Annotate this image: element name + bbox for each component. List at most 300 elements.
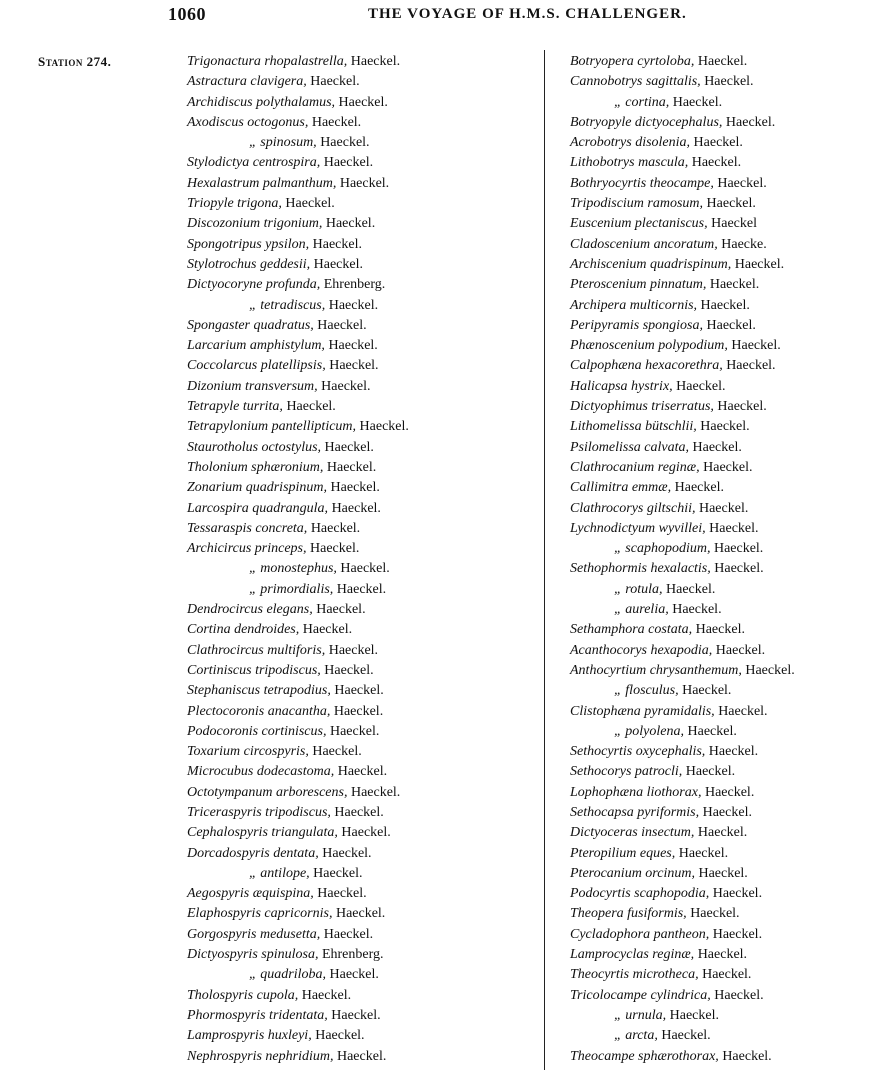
species-entry — [187, 519, 527, 539]
species-name: Hexalastrum palmanthum, — [187, 175, 337, 191]
species-entry — [570, 539, 870, 559]
species-author: Haeckel. — [321, 378, 371, 394]
species-name: „ cortina, — [614, 94, 670, 110]
species-name: Archipera multicornis, — [570, 297, 698, 313]
species-name: Trigonactura rhopalastrella, — [187, 54, 348, 69]
species-author: Haeckel. — [708, 744, 759, 760]
species-author: Haeckel. — [700, 297, 750, 313]
species-name: Archicircus princeps, — [187, 541, 307, 557]
species-name: Clathrocanium reginæ, — [570, 459, 700, 475]
species-entry — [570, 438, 870, 458]
species-name: „ polyolena, — [614, 723, 684, 739]
species-author: Haeckel. — [674, 480, 724, 496]
species-author: Haeckel. — [330, 480, 380, 496]
species-entry — [187, 1006, 527, 1026]
species-entry — [187, 275, 527, 295]
species-name: Lamprospyris huxleyi, — [187, 1028, 312, 1044]
species-entry — [570, 275, 870, 295]
species-entry — [570, 580, 870, 600]
species-entry — [187, 194, 527, 214]
species-entry — [570, 113, 870, 133]
species-name: Pteroscenium pinnatum, — [570, 277, 707, 293]
species-author: Ehrenberg. — [323, 277, 386, 293]
species-list-right — [570, 52, 870, 1067]
species-entry — [187, 681, 527, 701]
species-name: Larcospira quadrangula, — [187, 500, 329, 516]
species-entry — [187, 397, 527, 417]
species-name: Theocyrtis microtheca, — [570, 967, 699, 983]
species-entry — [570, 864, 870, 884]
species-name: Tripodiscium ramosum, — [570, 196, 704, 212]
species-name: Dictyocoryne profunda, — [187, 277, 321, 293]
species-entry — [570, 52, 870, 72]
species-entry — [187, 356, 527, 376]
species-name: Phænoscenium polypodium, — [570, 338, 728, 354]
species-name: Anthocyrtium chrysanthemum, — [570, 662, 742, 678]
species-name: Dendrocircus elegans, — [187, 602, 313, 618]
species-entry — [187, 986, 527, 1006]
species-entry — [187, 559, 527, 579]
species-author: Haeckel. — [712, 886, 763, 902]
species-name: Gorgospyris medusetta, — [187, 926, 321, 942]
species-entry — [570, 742, 870, 762]
species-name: Tricolocampe cylindrica, — [570, 987, 711, 1003]
species-entry — [570, 600, 870, 620]
species-author: Haeckel. — [317, 317, 367, 333]
species-name: Microcubus dodecastoma, — [187, 764, 335, 780]
species-name: Lithomelissa bütschlii, — [570, 419, 697, 435]
species-name: „ antilope, — [249, 865, 310, 881]
species-author: Haeckel. — [324, 662, 374, 678]
species-name: Theopera fusiformis, — [570, 906, 687, 922]
species-author: Haeckel. — [315, 1028, 365, 1044]
species-name: Lychnodictyum wyvillei, — [570, 520, 706, 536]
species-entry — [187, 1026, 527, 1046]
species-author: Haeckel. — [333, 703, 384, 719]
page-number: 1060 — [168, 4, 206, 24]
species-author: Haeckel. — [691, 155, 742, 171]
species-name: Sethamphora costata, — [570, 622, 693, 638]
species-entry — [570, 377, 870, 397]
species-entry — [570, 1006, 870, 1026]
species-name: Theocampe sphærothorax, — [570, 1048, 719, 1064]
species-entry — [570, 519, 870, 539]
species-entry — [187, 539, 527, 559]
species-author: Haeckel. — [697, 54, 748, 69]
species-author: Haeckel. — [334, 683, 384, 699]
species-list-left — [187, 52, 527, 1067]
species-name: Calpophæna hexacorethra, — [570, 358, 723, 374]
species-name: Tetrapyle turrita, — [187, 399, 283, 415]
species-name: Podocoronis cortiniscus, — [187, 723, 327, 739]
species-entry — [570, 316, 870, 336]
species-entry — [187, 478, 527, 498]
species-entry — [187, 844, 527, 864]
species-name: Acanthocorys hexapodia, — [570, 642, 713, 658]
species-author: Haeckel. — [661, 1028, 711, 1044]
species-entry — [187, 925, 527, 945]
species-author: Haeckel. — [328, 297, 379, 313]
species-entry — [570, 702, 870, 722]
species-name: Sethophormis hexalactis, — [570, 561, 711, 577]
species-entry — [187, 945, 527, 965]
species-author: Haeckel. — [313, 865, 363, 881]
species-author: Haeckel. — [310, 520, 361, 536]
species-author: Haeckel. — [339, 175, 390, 191]
species-name: Stylodictya centrospira, — [187, 155, 321, 171]
species-entry — [187, 153, 527, 173]
species-name: „ primordialis, — [249, 581, 334, 597]
species-entry — [570, 661, 870, 681]
species-author: Haeckel. — [312, 236, 362, 252]
species-name: Callimitra emmæ, — [570, 480, 672, 496]
species-entry — [570, 72, 870, 92]
species-name: Archiscenium quadrispinum, — [570, 256, 732, 272]
species-entry — [570, 417, 870, 437]
species-author: Haeckel. — [336, 1048, 387, 1064]
species-name: „ flosculus, — [614, 683, 679, 699]
species-entry — [570, 722, 870, 742]
species-name: Cephalospyris triangulata, — [187, 825, 338, 841]
species-author: Haeckel. — [331, 1007, 381, 1023]
species-author: Haeckel. — [313, 256, 363, 272]
species-entry — [570, 823, 870, 843]
species-entry — [187, 438, 527, 458]
species-author: Haeckel. — [687, 723, 737, 739]
species-author: Haeckel. — [329, 723, 380, 739]
species-author: Haeckel. — [695, 622, 745, 638]
species-name: Cortina dendroides, — [187, 622, 300, 638]
species-author: Haeckel. — [682, 683, 732, 699]
species-name: Stylotrochus geddesii, — [187, 256, 311, 272]
species-author: Haeckel. — [693, 135, 743, 151]
species-name: Astractura clavigera, — [187, 74, 307, 90]
species-entry — [570, 965, 870, 985]
species-name: „ urnula, — [614, 1007, 667, 1023]
species-name: Nephrospyris nephridium, — [187, 1048, 334, 1064]
species-author: Haeckel. — [702, 804, 752, 820]
species-name: Elaphospyris capricornis, — [187, 906, 333, 922]
species-entry — [570, 458, 870, 478]
species-author: Haeckel. — [703, 459, 753, 475]
species-name: Larcarium amphistylum, — [187, 338, 325, 354]
species-entry — [570, 478, 870, 498]
species-entry — [570, 904, 870, 924]
species-author: Haeckel. — [336, 581, 387, 597]
species-author: Haeckel. — [302, 622, 353, 638]
species-author: Haeckel — [711, 216, 757, 232]
species-name: Dictyospyris spinulosa, — [187, 947, 319, 963]
species-author: Haeckel. — [340, 561, 390, 577]
species-author: Haeckel. — [714, 561, 764, 577]
species-author: Haeckel. — [326, 459, 377, 475]
species-entry — [570, 762, 870, 782]
species-author: Haeckel. — [725, 114, 776, 130]
species-author: Haeckel. — [323, 155, 374, 171]
species-entry — [187, 417, 527, 437]
species-name: Triceraspyris tripodiscus, — [187, 804, 331, 820]
species-name: Spongotripus ypsilon, — [187, 236, 310, 252]
species-name: Triopyle trigona, — [187, 196, 282, 212]
species-name: Acrobotrys disolenia, — [570, 135, 691, 151]
species-name: Staurotholus octostylus, — [187, 439, 322, 455]
species-name: „ monostephus, — [249, 561, 337, 577]
species-entry — [570, 783, 870, 803]
species-entry — [570, 336, 870, 356]
species-name: „ scaphopodium, — [614, 541, 711, 557]
species-entry — [570, 397, 870, 417]
species-author: Haeckel. — [745, 662, 795, 678]
species-entry — [187, 113, 527, 133]
species-entry — [570, 153, 870, 173]
species-author: Haeckel. — [325, 216, 376, 232]
species-author: Haeckel. — [359, 419, 409, 435]
species-name: Psilomelissa calvata, — [570, 439, 689, 455]
species-author: Haeckel. — [690, 906, 740, 922]
species-author: Haeckel. — [341, 825, 391, 841]
species-entry — [187, 458, 527, 478]
species-author: Haeckel. — [328, 642, 379, 658]
species-entry — [570, 1026, 870, 1046]
species-author: Haeckel. — [350, 784, 401, 800]
species-author: Haeckel. — [316, 602, 366, 618]
species-name: Tetrapylonium pantellipticum, — [187, 419, 357, 435]
species-author: Haeckel. — [713, 541, 764, 557]
species-entry — [187, 336, 527, 356]
species-author: Haeckel. — [320, 135, 370, 151]
species-author: Haeckel. — [331, 500, 381, 516]
species-name: Sethocapsa pyriformis, — [570, 804, 700, 820]
species-entry — [187, 133, 527, 153]
species-author: Haeckel. — [666, 581, 716, 597]
species-author: Haeckel. — [717, 399, 767, 415]
species-name: Cladoscenium ancoratum, — [570, 236, 718, 252]
species-name: „ spinosum, — [249, 135, 317, 151]
species-entry — [570, 296, 870, 316]
species-entry — [187, 499, 527, 519]
species-name: Euscenium plectaniscus, — [570, 216, 708, 232]
running-title: THE VOYAGE OF H.M.S. CHALLENGER. — [368, 6, 687, 22]
species-entry — [570, 620, 870, 640]
species-name: „ arcta, — [614, 1028, 658, 1044]
species-entry — [570, 641, 870, 661]
species-author: Haeckel. — [301, 987, 352, 1003]
species-author: Haeckel. — [335, 906, 386, 922]
species-name: „ rotula, — [614, 581, 663, 597]
species-name: Pteropilium eques, — [570, 845, 676, 861]
species-author: Haeckel. — [717, 175, 767, 191]
species-name: Dorcadospyris dentata, — [187, 845, 319, 861]
species-author: Haeckel. — [337, 764, 388, 780]
species-name: „ aurelia, — [614, 602, 669, 618]
species-name: Podocyrtis scaphopodia, — [570, 886, 710, 902]
species-name: Clistophæna pyramidalis, — [570, 703, 715, 719]
species-entry — [570, 255, 870, 275]
species-author: Haeckel. — [715, 642, 766, 658]
species-author: Haeckel. — [334, 804, 384, 820]
species-entry — [570, 925, 870, 945]
species-entry — [570, 1047, 870, 1067]
species-entry — [187, 722, 527, 742]
species-entry — [187, 803, 527, 823]
species-author: Haeckel. — [734, 256, 785, 272]
species-entry — [570, 499, 870, 519]
species-name: Octotympanum arborescens, — [187, 784, 348, 800]
species-entry — [187, 296, 527, 316]
species-author: Haeckel. — [329, 358, 379, 374]
species-name: Lamprocyclas reginæ, — [570, 947, 695, 963]
species-name: Dizonium transversum, — [187, 378, 318, 394]
species-entry — [187, 600, 527, 620]
species-entry — [570, 356, 870, 376]
species-author: Haeckel. — [698, 865, 748, 881]
species-entry — [570, 986, 870, 1006]
species-author: Haeckel. — [672, 94, 723, 110]
species-name: Tessaraspis concreta, — [187, 520, 308, 536]
species-entry — [187, 174, 527, 194]
species-entry — [187, 965, 527, 985]
species-entry — [187, 702, 527, 722]
species-author: Haeckel. — [706, 317, 756, 333]
species-author: Haeckel. — [338, 94, 388, 110]
species-name: Lophophæna liothorax, — [570, 784, 702, 800]
species-name: Phormospyris tridentata, — [187, 1007, 328, 1023]
species-entry — [570, 945, 870, 965]
species-name: Toxarium circospyris, — [187, 744, 309, 760]
species-name: „ quadriloba, — [249, 967, 327, 983]
species-name: Pterocanium orcinum, — [570, 865, 695, 881]
species-author: Haeckel. — [324, 439, 374, 455]
species-name: Aegospyris æquispina, — [187, 886, 314, 902]
species-name: Clathrocircus multiforis, — [187, 642, 326, 658]
species-author: Haeckel. — [322, 845, 372, 861]
species-author: Haeckel. — [712, 926, 763, 942]
species-author: Haeckel. — [311, 114, 362, 130]
species-entry — [187, 214, 527, 234]
species-author: Haeckel. — [704, 784, 755, 800]
station-label: Station 274. — [38, 54, 112, 69]
species-author: Haeckel. — [286, 399, 336, 415]
species-name: Stephaniscus tetrapodius, — [187, 683, 331, 699]
species-name: Archidiscus polythalamus, — [187, 94, 336, 110]
species-author: Haeckel. — [676, 378, 726, 394]
species-author: Haeckel. — [328, 338, 378, 354]
species-entry — [570, 235, 870, 255]
species-name: Cycladophora pantheon, — [570, 926, 710, 942]
species-entry — [187, 316, 527, 336]
species-author: Haeckel. — [702, 967, 752, 983]
species-author: Haeckel. — [718, 703, 768, 719]
species-author: Haeckel. — [697, 947, 748, 963]
species-author: Haeckel. — [704, 74, 754, 90]
species-name: Tholospyris cupola, — [187, 987, 299, 1003]
species-name: Axodiscus octogonus, — [187, 114, 309, 130]
species-entry — [570, 884, 870, 904]
species-entry — [187, 864, 527, 884]
species-name: Spongaster quadratus, — [187, 317, 314, 333]
species-entry — [187, 620, 527, 640]
species-entry — [570, 194, 870, 214]
species-name: Halicapsa hystrix, — [570, 378, 673, 394]
species-entry — [570, 93, 870, 113]
species-name: Bothryocyrtis theocampe, — [570, 175, 714, 191]
species-name: Botryopyle dictyocephalus, — [570, 114, 723, 130]
species-entry — [187, 823, 527, 843]
species-entry — [187, 255, 527, 275]
species-author: Haeckel. — [329, 967, 379, 983]
species-author: Haeckel. — [709, 520, 759, 536]
species-author: Haeckel. — [714, 987, 764, 1003]
column-divider — [544, 50, 545, 1070]
species-name: Cortiniscus tripodiscus, — [187, 662, 321, 678]
species-author: Haeckel. — [698, 500, 749, 516]
species-author: Haeckel. — [672, 602, 722, 618]
species-author: Haeckel. — [350, 54, 401, 69]
species-entry — [187, 93, 527, 113]
species-name: Dictyophimus triserratus, — [570, 399, 714, 415]
species-author: Haeckel. — [726, 358, 776, 374]
species-author: Haeckel. — [731, 338, 781, 354]
species-name: Sethocyrtis oxycephalis, — [570, 744, 706, 760]
species-entry — [187, 1047, 527, 1067]
species-author: Haeckel. — [697, 825, 748, 841]
species-entry — [187, 580, 527, 600]
species-name: Zonarium quadrispinum, — [187, 480, 328, 496]
species-author: Haeckel. — [312, 744, 362, 760]
species-entry — [187, 641, 527, 661]
species-name: Sethocorys patrocli, — [570, 764, 683, 780]
species-author: Haeckel. — [722, 1048, 772, 1064]
species-author: Haeckel. — [706, 196, 756, 212]
species-entry — [187, 783, 527, 803]
species-entry — [187, 742, 527, 762]
species-name: Peripyramis spongiosa, — [570, 317, 703, 333]
species-entry — [187, 377, 527, 397]
species-entry — [570, 174, 870, 194]
species-author: Haeckel. — [700, 419, 750, 435]
species-entry — [570, 559, 870, 579]
species-author: Haeckel. — [678, 845, 729, 861]
species-entry — [570, 844, 870, 864]
species-name: Botryopera cyrtoloba, — [570, 54, 695, 69]
species-author: Haeckel. — [685, 764, 736, 780]
species-author: Haeckel. — [669, 1007, 719, 1023]
species-name: Coccolarcus platellipsis, — [187, 358, 326, 374]
species-author: Haeckel. — [285, 196, 335, 212]
species-entry — [187, 762, 527, 782]
species-entry — [570, 133, 870, 153]
species-name: „ tetradiscus, — [249, 297, 326, 313]
species-author: Haecke. — [721, 236, 767, 252]
species-entry — [570, 214, 870, 234]
species-name: Tholonium sphæronium, — [187, 459, 324, 475]
species-author: Haeckel. — [317, 886, 367, 902]
species-entry — [570, 681, 870, 701]
species-name: Cannobotrys sagittalis, — [570, 74, 701, 90]
species-author: Haeckel. — [310, 74, 360, 90]
species-author: Haeckel. — [310, 541, 360, 557]
species-author: Ehrenberg. — [321, 947, 384, 963]
species-author: Haeckel. — [709, 277, 760, 293]
species-author: Haeckel. — [323, 926, 374, 942]
species-name: Lithobotrys mascula, — [570, 155, 689, 171]
species-entry — [187, 52, 527, 72]
species-entry — [187, 904, 527, 924]
species-entry — [187, 661, 527, 681]
species-entry — [570, 803, 870, 823]
species-entry — [187, 235, 527, 255]
species-name: Dictyoceras insectum, — [570, 825, 695, 841]
